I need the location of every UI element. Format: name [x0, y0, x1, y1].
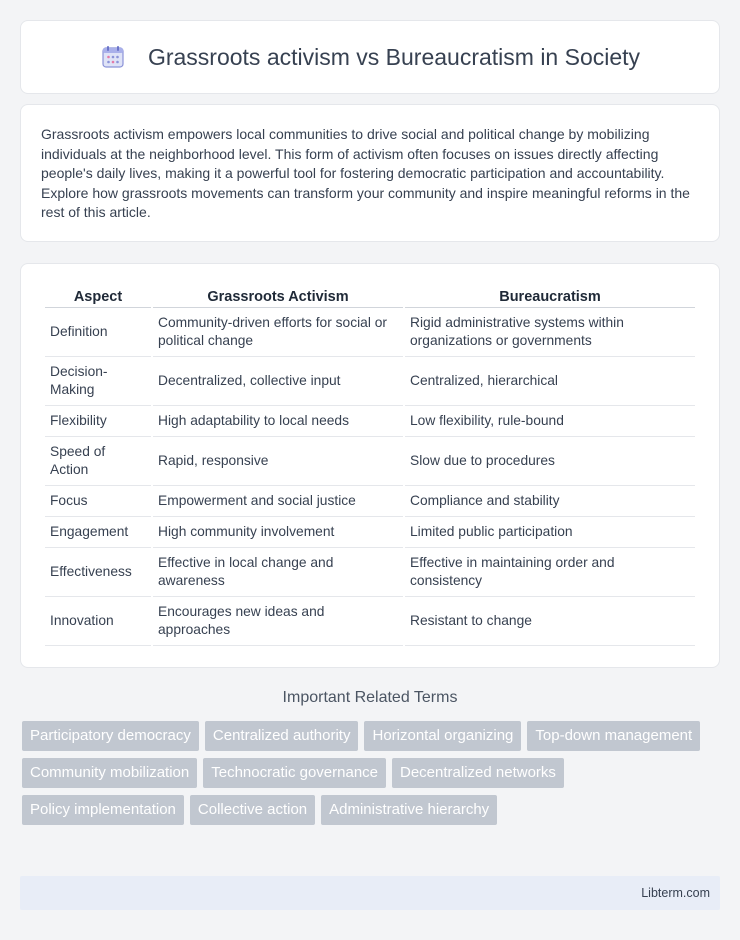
table-row — [45, 406, 695, 437]
column-header: Aspect — [45, 282, 151, 308]
related-term-tag[interactable]: Decentralized networks — [392, 758, 564, 788]
table-cell: Limited public participation — [405, 517, 695, 548]
table-cell: Effective in local change and awareness — [153, 548, 403, 597]
footer-site-link[interactable]: Libterm.com — [641, 886, 710, 900]
related-term-tag[interactable]: Technocratic governance — [203, 758, 386, 788]
table-cell: Flexibility — [45, 406, 151, 437]
footer — [20, 876, 720, 910]
table-cell: Centralized, hierarchical — [405, 357, 695, 406]
header-card — [20, 20, 720, 94]
table-row — [45, 357, 695, 406]
intro-text: Grassroots activism empowers local communities to drive social and political change by mobilizing individuals at the neighborhood level. This form of activism often focuses on issues directly affecting people's daily lives, making it a powerful tool for fostering democratic participation and accountability. Explore how grassroots movements can transform your community and inspire meaningful reforms in the rest of this article. — [41, 126, 690, 221]
calendar-grid-icon — [100, 44, 126, 70]
table-row — [45, 517, 695, 548]
page-title: Grassroots activism vs Bureaucratism in Society — [147, 43, 641, 70]
table-cell: Rigid administrative systems within organizations or governments — [405, 308, 695, 357]
related-term-tag[interactable]: Horizontal organizing — [364, 721, 521, 751]
column-header: Bureaucratism — [405, 282, 695, 308]
comparison-table-card — [20, 263, 720, 668]
related-term-tag[interactable]: Administrative hierarchy — [321, 795, 497, 825]
related-term-tag[interactable]: Policy implementation — [22, 795, 184, 825]
table-cell: Rapid, responsive — [153, 437, 403, 486]
related-term-tag[interactable]: Participatory democracy — [22, 721, 199, 751]
table-row — [45, 308, 695, 357]
table-cell: Innovation — [45, 597, 151, 646]
table-cell: Focus — [45, 486, 151, 517]
table-cell: Decentralized, collective input — [153, 357, 403, 406]
related-term-tag[interactable]: Community mobilization — [22, 758, 197, 788]
column-header: Grassroots Activism — [153, 282, 403, 308]
table-cell: Effective in maintaining order and consistency — [405, 548, 695, 597]
table-row — [45, 437, 695, 486]
table-cell: Engagement — [45, 517, 151, 548]
table-cell: Resistant to change — [405, 597, 695, 646]
table-row — [45, 486, 695, 517]
related-term-tag[interactable]: Centralized authority — [205, 721, 359, 751]
table-cell: Slow due to procedures — [405, 437, 695, 486]
table-row — [45, 548, 695, 597]
related-term-tag[interactable]: Collective action — [190, 795, 315, 825]
table-cell: High adaptability to local needs — [153, 406, 403, 437]
table-cell: Empowerment and social justice — [153, 486, 403, 517]
related-terms-list — [22, 721, 722, 825]
table-cell: Community-driven efforts for social or political change — [153, 308, 403, 357]
table-cell: Decision-Making — [45, 357, 151, 406]
related-terms-title: Important Related Terms — [282, 689, 458, 706]
table-row — [45, 597, 695, 646]
comparison-table — [43, 282, 697, 646]
intro-card — [20, 104, 720, 242]
table-cell: Low flexibility, rule-bound — [405, 406, 695, 437]
table-cell: Encourages new ideas and approaches — [153, 597, 403, 646]
table-cell: Compliance and stability — [405, 486, 695, 517]
table-header-row — [45, 282, 695, 308]
table-cell: High community involvement — [153, 517, 403, 548]
table-cell: Speed of Action — [45, 437, 151, 486]
table-cell: Definition — [45, 308, 151, 357]
related-term-tag[interactable]: Top-down management — [527, 721, 700, 751]
table-cell: Effectiveness — [45, 548, 151, 597]
